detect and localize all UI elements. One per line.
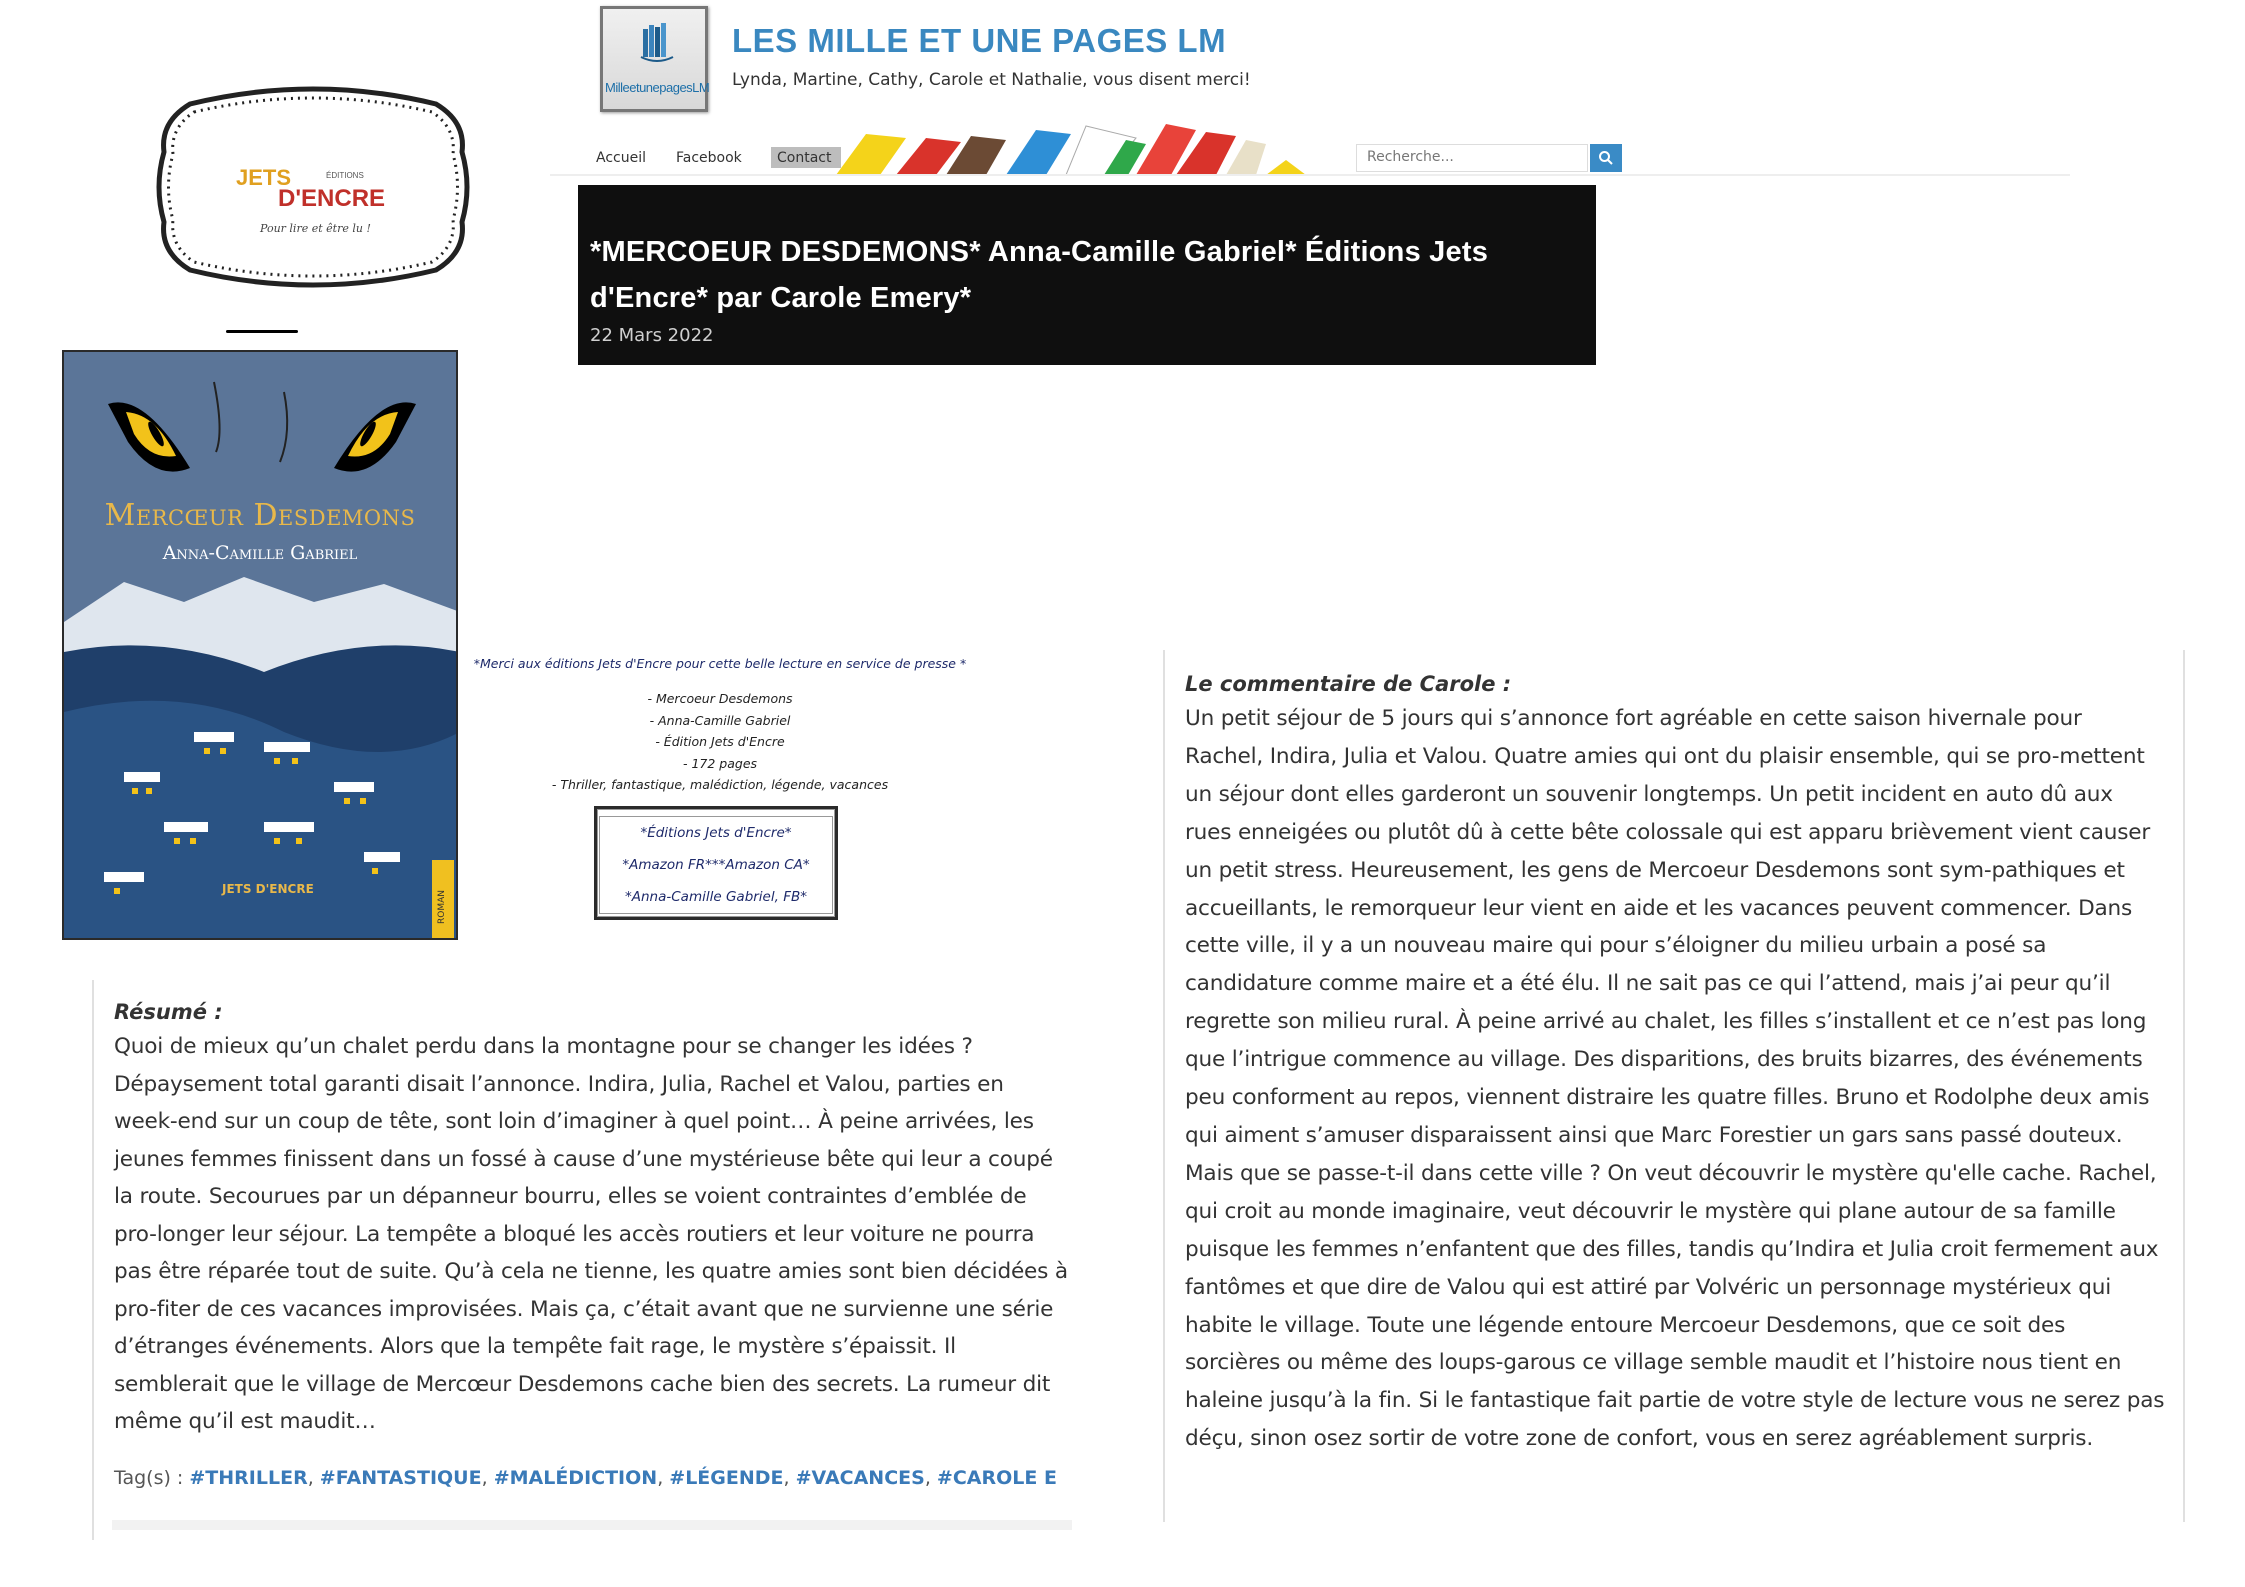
link-author-fb[interactable]: *Anna-Camille Gabriel, FB* [625, 889, 807, 905]
nav-item-facebook[interactable]: Facebook [676, 150, 742, 166]
cover-illustration [64, 352, 458, 940]
post-title: *MERCOEUR DESDEMONS* Anna-Camille Gabriel* Éditions Jets d'Encre* par Carole Emery* [590, 236, 1489, 314]
site-logo-text: MilleetunepagesLM [605, 80, 710, 95]
search-input[interactable]: Recherche... [1356, 144, 1588, 172]
comment-heading: Le commentaire de Carole : [1185, 672, 1512, 696]
search-button[interactable] [1590, 144, 1622, 172]
badge-jets: JETS [236, 165, 292, 190]
comment-section [1163, 650, 2185, 1522]
nav-item-contact[interactable]: Contact [771, 147, 841, 168]
detail-item: - Thriller, fantastique, malédiction, légende, vacances [551, 777, 889, 793]
site-title[interactable]: LES MILLE ET UNE PAGES LM [732, 22, 1227, 59]
tag-link[interactable]: #FANTASTIQUE [319, 1466, 482, 1489]
resume-section [92, 980, 1072, 1540]
books-icon [639, 23, 675, 63]
detail-item: - Mercoeur Desdemons [647, 691, 793, 706]
cover-spine [432, 860, 454, 940]
badge-slogan: Pour lire et être lu ! [260, 222, 371, 235]
books-banner-icon [836, 120, 1356, 175]
tag-link[interactable]: #THRILLER [189, 1466, 308, 1489]
detail-item: - Anna-Camille Gabriel [649, 712, 791, 728]
resume-text: Quoi de mieux qu’un chalet perdu dans la montagne pour se changer les idées ? Dépaysement total garanti disait l’annonce. Indira, Julia, Rachel et Valou, parties en week-end sur un coup de tête, sont loin d’imaginer à quel point… À peine arrivées, les jeunes femmes finissent dans un fossé à cause d’une mystérieuse bête qui leur a coupé la route. Secourues par un dépanneur bourru, elles se voient contraintes d’emblée de pro-longer leur séjour. La tempête a bloqué les accès routiers et leur voiture ne pourra pas être réparée tout de suite. Qu’à cela ne tienne, les quatre amies sont bien décidées à pro-fiter de ces vacances improvisées. Mais ça, c’était avant que ne survienne une série d’étranges événements. Alors que la tempête fait rage, le mystère s’épaissit. Il semblerait que le village de Mercœur Desdemons cache bien des secrets. La rumeur dit même qu’il est maudit… [114, 1034, 1068, 1434]
cover-title: Mercœur Desdemons [104, 498, 416, 533]
link-amazon[interactable]: *Amazon FR***Amazon CA* [622, 857, 810, 873]
thanks-note: *Merci aux éditions Jets d'Encre pour cette belle lecture en service de presse * [473, 656, 967, 671]
detail-item: - 172 pages [682, 755, 758, 771]
link-editions[interactable]: *Éditions Jets d'Encre* [640, 825, 792, 841]
resume-footer-bar [112, 1520, 1072, 1530]
badge-underline [226, 330, 298, 333]
book-details [470, 688, 970, 796]
tag-link[interactable]: #LÉGENDE [669, 1466, 784, 1489]
tag-link[interactable]: #CAROLE E [936, 1466, 1057, 1489]
book-cover[interactable] [62, 350, 458, 940]
cover-author: Anna-Camille Gabriel [162, 542, 358, 564]
comment-text: Un petit séjour de 5 jours qui s’annonce fort agréable en cette saison hivernale pour Rachel, Indira, Julia et Valou. Quatre amies qui ont du plaisir ensemble, qui se pro-mettent un séjour dont elles garderont un souvenir longtemps. Un petit incident en auto dû aux rues enneigées ou plutôt dû à cette bête colossale qui est apparu brièvement vient causer un petit stress. Heureusement, les gens de Mercoeur Desdemons sont sym-pathiques et accueillants, le remorqueur leur vient en aide et les vacances peuvent commencer. Dans cette ville, il y a un nouveau maire qui pour s’éloigner du milieu urbain a posé sa candidature comme maire et a été élu. Il ne sait pas ce qui l’attend, mais j’ai peur qu’il regrette son milieu rural. À peine arrivé au chalet, les filles s’installent et ce n’est pas long que l’intrigue commence au village. Des disparitions, des bruits bizarres, des événements peu conforment au repos, viennent distraire les quatre filles. Bruno et Rodolphe deux amis qui aiment s’amuser disparaissent ainsi que Marc Forestier un gars sans passé douteux. Mais que se passe-t-il dans cette ville ? On veut découvrir le mystère qu'elle cache. Rachel, qui croit au monde imaginaire, veut découvrir le mystère qui plane autour de sa famille puisque les femmes n’enfantent que des filles, tandis qu’Indira et Julia croit fermement aux fantômes et que dire de Valou qui est attiré par Volvéric un personnage mystérieux qui habite le village. Toute une légende entoure Mercoeur Desdemons, que ce soit des sorcières ou même des loups-garous ce village semble maudit et l’histoire nous tient en haleine jusqu’à la fin. Si le fantastique fait partie de votre style de lecture vous ne serez pas déçu, sinon osez sortir de votre zone de confort, vous en serez agréablement surpris. [1185, 706, 2165, 1452]
post-title-banner [578, 185, 1596, 365]
search-icon [1598, 150, 1614, 166]
links-box [594, 806, 838, 920]
site-tagline: Lynda, Martine, Cathy, Carole et Nathalie, vous disent merci! [732, 70, 1251, 90]
tags-label: Tag(s) : [114, 1466, 184, 1489]
post-date: 22 Mars 2022 [590, 325, 714, 346]
tag-link[interactable]: #VACANCES [795, 1466, 925, 1489]
badge-editions: ÉDITIONS [326, 171, 364, 180]
publisher-badge [150, 82, 476, 292]
tags-line: Tag(s) : #THRILLER, #FANTASTIQUE, #MALÉDICTION, #LÉGENDE, #VACANCES, #CAROLE E [114, 1466, 1057, 1489]
cover-spine-label: ROMAN [437, 890, 447, 924]
resume-heading: Résumé : [114, 1000, 223, 1024]
nav-divider [550, 174, 2070, 176]
detail-item: - Édition Jets d'Encre [655, 734, 785, 750]
tag-link[interactable]: #MALÉDICTION [493, 1466, 658, 1489]
cover-publisher: JETS D'ENCRE [222, 882, 314, 896]
nav-item-accueil[interactable]: Accueil [596, 150, 646, 166]
site-logo[interactable] [600, 6, 708, 112]
badge-dencre: D'ENCRE [278, 185, 386, 212]
